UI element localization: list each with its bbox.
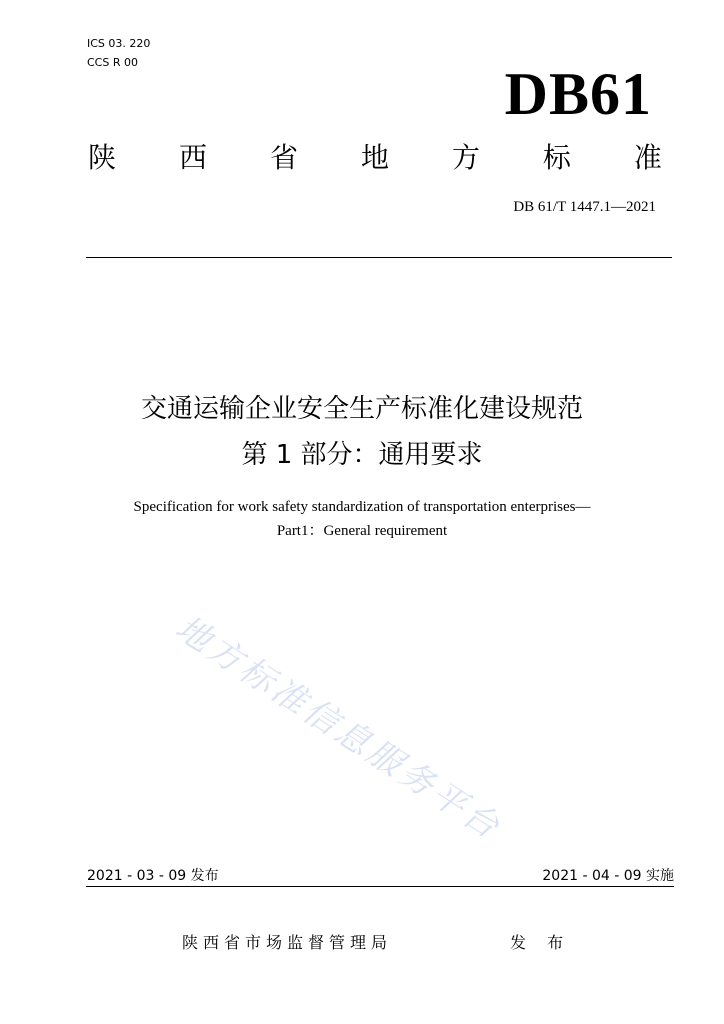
standard-logo: DB61 — [504, 61, 652, 127]
ccs-code: CCS R 00 — [87, 56, 138, 69]
standard-type-char: 地 — [360, 141, 389, 174]
watermark: 地方标准信息服务平台 — [168, 608, 509, 849]
issue-date: 2021 - 03 - 09 发布 — [87, 868, 219, 884]
standard-number: DB 61/T 1447.1—2021 — [513, 199, 656, 215]
issuing-authority: 陕西省市场监督管理局 — [182, 933, 393, 952]
title-english-line-2: Part1：General requirement — [276, 523, 448, 539]
standard-type-char: 准 — [633, 141, 662, 174]
title-chinese-line-1: 交通运输企业安全生产标准化建设规范 — [140, 394, 583, 424]
bottom-divider — [86, 886, 674, 887]
standard-type — [88, 140, 662, 176]
standard-type-char: 方 — [451, 141, 480, 174]
standard-type-char: 陕 — [88, 141, 117, 174]
title-english-line-1: Specification for work safety standardization of transportation enterprises— — [133, 499, 591, 515]
ics-code: ICS 03. 220 — [87, 37, 151, 50]
standard-type-char: 标 — [542, 141, 571, 174]
implementation-date: 2021 - 04 - 09 实施 — [542, 868, 674, 884]
title-chinese-line-2: 第 1 部分：通用要求 — [241, 440, 483, 470]
standard-type-char: 西 — [178, 141, 207, 174]
issue-label: 发 布 — [510, 933, 572, 952]
standard-type-char: 省 — [269, 141, 298, 174]
top-divider — [86, 257, 672, 258]
